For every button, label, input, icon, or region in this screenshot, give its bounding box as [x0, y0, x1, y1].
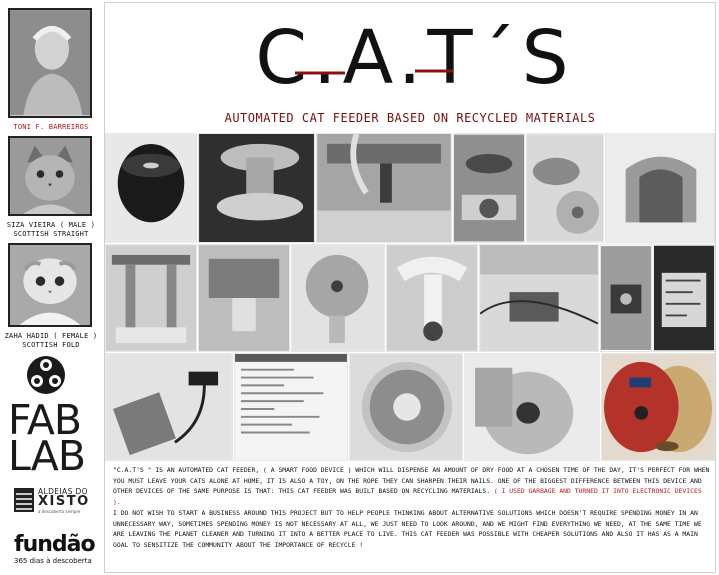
author-caption: TONI F. BARREIROS — [13, 123, 89, 131]
project-description — [113, 465, 711, 551]
fab-text: FAB — [8, 396, 81, 444]
title-text: C.A.T´S — [255, 15, 575, 101]
page-title — [205, 13, 625, 103]
curved-housing-photo — [605, 133, 715, 243]
female-cat-portrait — [8, 243, 92, 327]
aldeias-line1: ALDEIAS DO — [38, 487, 88, 496]
cut-parts-photo — [453, 133, 525, 243]
printer-detail-photo — [198, 244, 290, 352]
code-screen-photo — [234, 353, 348, 461]
male-cat-portrait — [8, 136, 92, 216]
female-cat-caption-name: ZAHA HADID ( FEMALE ) — [4, 332, 98, 340]
cat-photo-icon — [10, 245, 90, 325]
lab-text: LAB — [8, 432, 85, 480]
author-portrait — [8, 8, 92, 118]
cat-photo-icon — [10, 138, 90, 214]
electronics-desk-photo — [479, 244, 599, 352]
fablab-logo-icon — [26, 355, 66, 395]
photo-collage — [105, 133, 715, 461]
male-cat-caption-name: SIZA VIEIRA ( MALE ) — [6, 221, 96, 229]
male-cat-caption-breed: SCOTTISH STRAIGHT — [13, 230, 89, 238]
pcb-photo — [653, 244, 715, 352]
3d-printer-photo — [105, 244, 197, 352]
fundao-logo — [14, 534, 100, 565]
stepper-motor-photo — [600, 244, 652, 352]
aldeias-line2: XISTO — [38, 494, 90, 509]
sidebar — [0, 0, 102, 575]
screw-tube-photo — [386, 244, 478, 352]
bust-photo-icon — [10, 10, 90, 116]
aldeias-tag: a descoberta sempre — [38, 509, 81, 514]
arduino-lcd-photo — [105, 353, 233, 461]
main-panel — [104, 2, 716, 573]
cable-spool-photo — [105, 133, 197, 243]
finished-feeder-photo — [601, 353, 715, 461]
cats-title-logo — [205, 13, 625, 103]
spool-angle-photo — [464, 353, 600, 461]
page-subtitle: AUTOMATED CAT FEEDER BASED ON RECYCLED MATERIALS — [224, 111, 596, 125]
fundao-word: fundão — [14, 532, 95, 557]
cnc-machine-photo — [316, 133, 452, 243]
assembled-spool-photo — [291, 244, 385, 352]
description-part1: "C.A.T'S " IS AN AUTOMATED CAT FEEDER, ( A SMART FOOD DEVICE ) WHICH WILL DISPENSE AN AMOUNT OF DRY FOOD AT A CHOSEN TIME OF THE DAY, IT'S PERFECT FOR WHEN YOU MUST LEAVE YOUR CATS ALONE AT HOME, IT IS ALSO A TOY, ON THE ROPE THEY CAN SHARPEN THEIR NAILS. ONE OF THE BIGGEST DIFFERENCE BETWEEN THIS DEVICE AND OTHER DEVICES OF THE SAME PURPOSE IS THAT: THIS CAT FEEDER WAS BUILT BASED ON RECYCLING MATERIALS. — [113, 466, 710, 496]
description-part2: I DO NOT WISH TO START A BUSINESS AROUND THIS PROJECT BUT TO HELP PEOPLE THINKING ABOUT ALTERNATIVE SOLUTIONS WHICH DOESN'T REQUIRE SPENDING MONEY IN AN UNNECESSARY WAY, SOMETIMES SPENDING MONEY IS NOT NECESSARY AT ALL, WE JUST NEED TO LOOK AROUND, AND WE MIGHT FIND EVERYTHING WE NEED, AT THE SAME TIME WE ARE LEAVING THE PLANET CLEANER AND TURNING IT INTO A BETTER PLACE TO LIVE. THIS CAT FEEDER WAS POSSIBLE WITH CHEAPER SOLUTIONS AND ALSO IT HAS AS A MAIN GOAL TO SENSITIZE THE COMMUNITY ABOUT THE IMPORTANCE OF RECYCLE ! — [113, 508, 702, 549]
aldeias-do-xisto-logo — [12, 486, 98, 516]
fundao-tagline: 365 dias à descoberta — [14, 557, 92, 565]
spool-front-photo — [349, 353, 463, 461]
wooden-spool-photo — [198, 133, 315, 243]
female-cat-caption-breed: SCOTTISH FOLD — [22, 341, 80, 349]
description-highlight: ( I USED GARBAGE AND TURNED IT INTO ELECTRONIC DEVICES ). — [113, 487, 702, 507]
round-plate-photo — [526, 133, 604, 243]
